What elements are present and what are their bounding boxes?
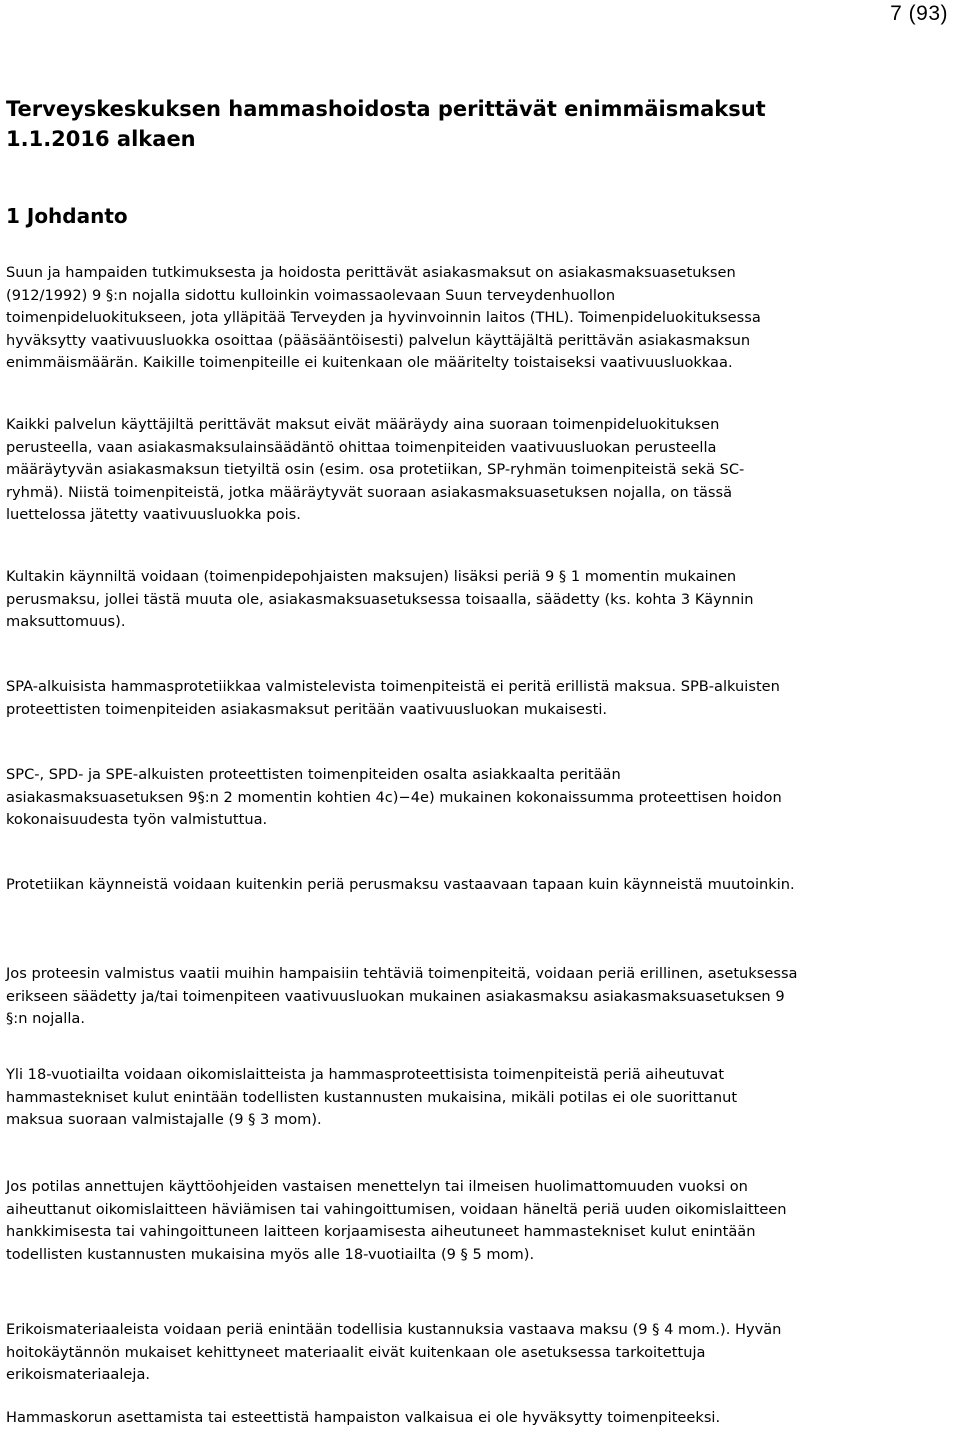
- paragraph-basic-fee: [6, 566, 956, 634]
- text-line: maksuttomuus).: [6, 613, 126, 631]
- text-line: kokonaisuudesta työn valmistuttua.: [6, 811, 268, 829]
- text-line: Protetiikan käynneistä voidaan kuitenkin periä perusmaksu vastaavaan tapaan kuin käynneistä muutoinkin.: [6, 876, 795, 893]
- paragraph-over-18: [6, 1064, 956, 1132]
- text-line: enimmäismäärän. Kaikille toimenpiteille ei kuitenkaan ole määritelty toistaiseksi vaativuusluokkaa.: [6, 354, 733, 372]
- paragraph-special-materials: [6, 1319, 956, 1387]
- text-line: hankkimisesta tai vahingoittuneen laitteen korjaamisesta aiheutuneet hammastekniset kulut enintään: [6, 1223, 756, 1241]
- text-line: aiheuttanut oikomislaitteen häviämisen tai vahingoittumisen, voidaan häneltä periä uuden oikomislaitteen: [6, 1200, 787, 1218]
- paragraph-spa-spb: [6, 676, 956, 721]
- text-line: erikseen säädetty ja/tai toimenpiteen vaativuusluokan mukainen asiakasmaksu asiakasmaksuasetuksen 9: [6, 987, 785, 1005]
- text-line: hammastekniset kulut enintään todellisten kustannusten mukaisina, mikäli potilas ei ole suorittanut: [6, 1088, 738, 1106]
- text-line: §:n nojalla.: [6, 1010, 85, 1028]
- text-line: Kaikki palvelun käyttäjiltä perittävät maksut eivät määräydy aina suoraan toimenpideluokituksen: [6, 416, 720, 433]
- paragraph-fees: [6, 414, 956, 527]
- text-line: proteettisten toimenpiteiden asiakasmaksut peritään vaativuusluokan mukaisesti.: [6, 700, 608, 718]
- text-line: perusteella, vaan asiakasmaksulainsäädäntö ohittaa toimenpiteiden vaativuusluokan perusteella: [6, 438, 717, 456]
- paragraph-spc-spe: [6, 764, 956, 832]
- text-line: SPC-, SPD- ja SPE-alkuisten proteettisten toimenpiteiden osalta asiakkaalta peritään: [6, 766, 621, 783]
- document-title: [6, 94, 946, 154]
- section-heading: 1 Johdanto: [6, 204, 128, 228]
- text-line: Yli 18-vuotiailta voidaan oikomislaitteista ja hammasproteettisista toimenpiteistä periä aiheutuvat: [6, 1066, 725, 1083]
- paragraph-lost-appliance: [6, 1176, 956, 1266]
- text-line: perusmaksu, jollei tästä muuta ole, asiakasmaksuasetuksessa toisaalla, säädetty (ks. kohta 3 Käynnin: [6, 590, 754, 608]
- text-line: erikoismateriaaleja.: [6, 1366, 151, 1384]
- text-line: Jos potilas annettujen käyttöohjeiden vastaisen menettelyn tai ilmeisen huolimattomuuden vuoksi on: [6, 1178, 748, 1195]
- text-line: SPA-alkuisista hammasprotetiikkaa valmistelevista toimenpiteistä ei peritä erillistä maksua. SPB-alkuisten: [6, 678, 780, 695]
- text-line: luettelossa jätetty vaativuusluokka pois.: [6, 506, 301, 524]
- paragraph-tooth-jewelry: [6, 1407, 956, 1430]
- text-line: ryhmä). Niistä toimenpiteistä, jotka määräytyvät suoraan asiakasmaksuasetuksen nojalla, on tässä: [6, 483, 733, 501]
- text-line: asiakasmaksuasetuksen 9§:n 2 momentin kohtien 4c)−4e) mukainen kokonaissumma proteettisen hoidon: [6, 788, 782, 806]
- text-line: toimenpideluokitukseen, jota ylläpitää Terveyden ja hyvinvoinnin laitos (THL). Toimenpideluokituksessa: [6, 309, 761, 327]
- page-number: 7 (93): [890, 2, 948, 25]
- text-line: (912/1992) 9 §:n nojalla sidottu kulloinkin voimassaolevaan Suun terveydenhuollon: [6, 286, 616, 304]
- text-line: Hammaskorun asettamista tai esteettistä hampaiston valkaisua ei ole hyväksytty toimenpiteeksi.: [6, 1409, 721, 1426]
- title-line: Terveyskeskuksen hammashoidosta perittävät enimmäismaksut: [6, 97, 766, 121]
- text-line: Jos proteesin valmistus vaatii muihin hampaisiin tehtäviä toimenpiteitä, voidaan periä erillinen, asetuksessa: [6, 965, 798, 982]
- paragraph-prosthesis-other: [6, 963, 956, 1031]
- text-line: hoitokäytännön mukaiset kehittyneet materiaalit eivät kuitenkaan ole asetuksessa tarkoitettuja: [6, 1343, 706, 1361]
- text-line: Erikoismateriaaleista voidaan periä enintään todellisia kustannuksia vastaava maksu (9 § 4 mom.). Hyvän: [6, 1321, 782, 1338]
- text-line: maksua suoraan valmistajalle (9 § 3 mom).: [6, 1111, 322, 1129]
- text-line: hyväksytty vaativuusluokka osoittaa (pääsääntöisesti) palvelun käyttäjältä perittävän asiakasmaksun: [6, 331, 751, 349]
- text-line: Suun ja hampaiden tutkimuksesta ja hoidosta perittävät asiakasmaksut on asiakasmaksuasetuksen: [6, 264, 736, 281]
- text-line: todellisten kustannusten mukaisina myös alle 18-vuotiailta (9 § 5 mom).: [6, 1245, 535, 1263]
- title-line: 1.1.2016 alkaen: [6, 127, 196, 151]
- paragraph-prosthetics-visits: [6, 874, 956, 897]
- text-line: Kultakin käynniltä voidaan (toimenpidepohjaisten maksujen) lisäksi periä 9 § 1 momentin mukainen: [6, 568, 737, 585]
- text-line: määräytyvän asiakasmaksun tietyiltä osin (esim. osa protetiikan, SP-ryhmän toimenpiteistä sekä SC-: [6, 461, 745, 479]
- paragraph-intro: [6, 262, 956, 375]
